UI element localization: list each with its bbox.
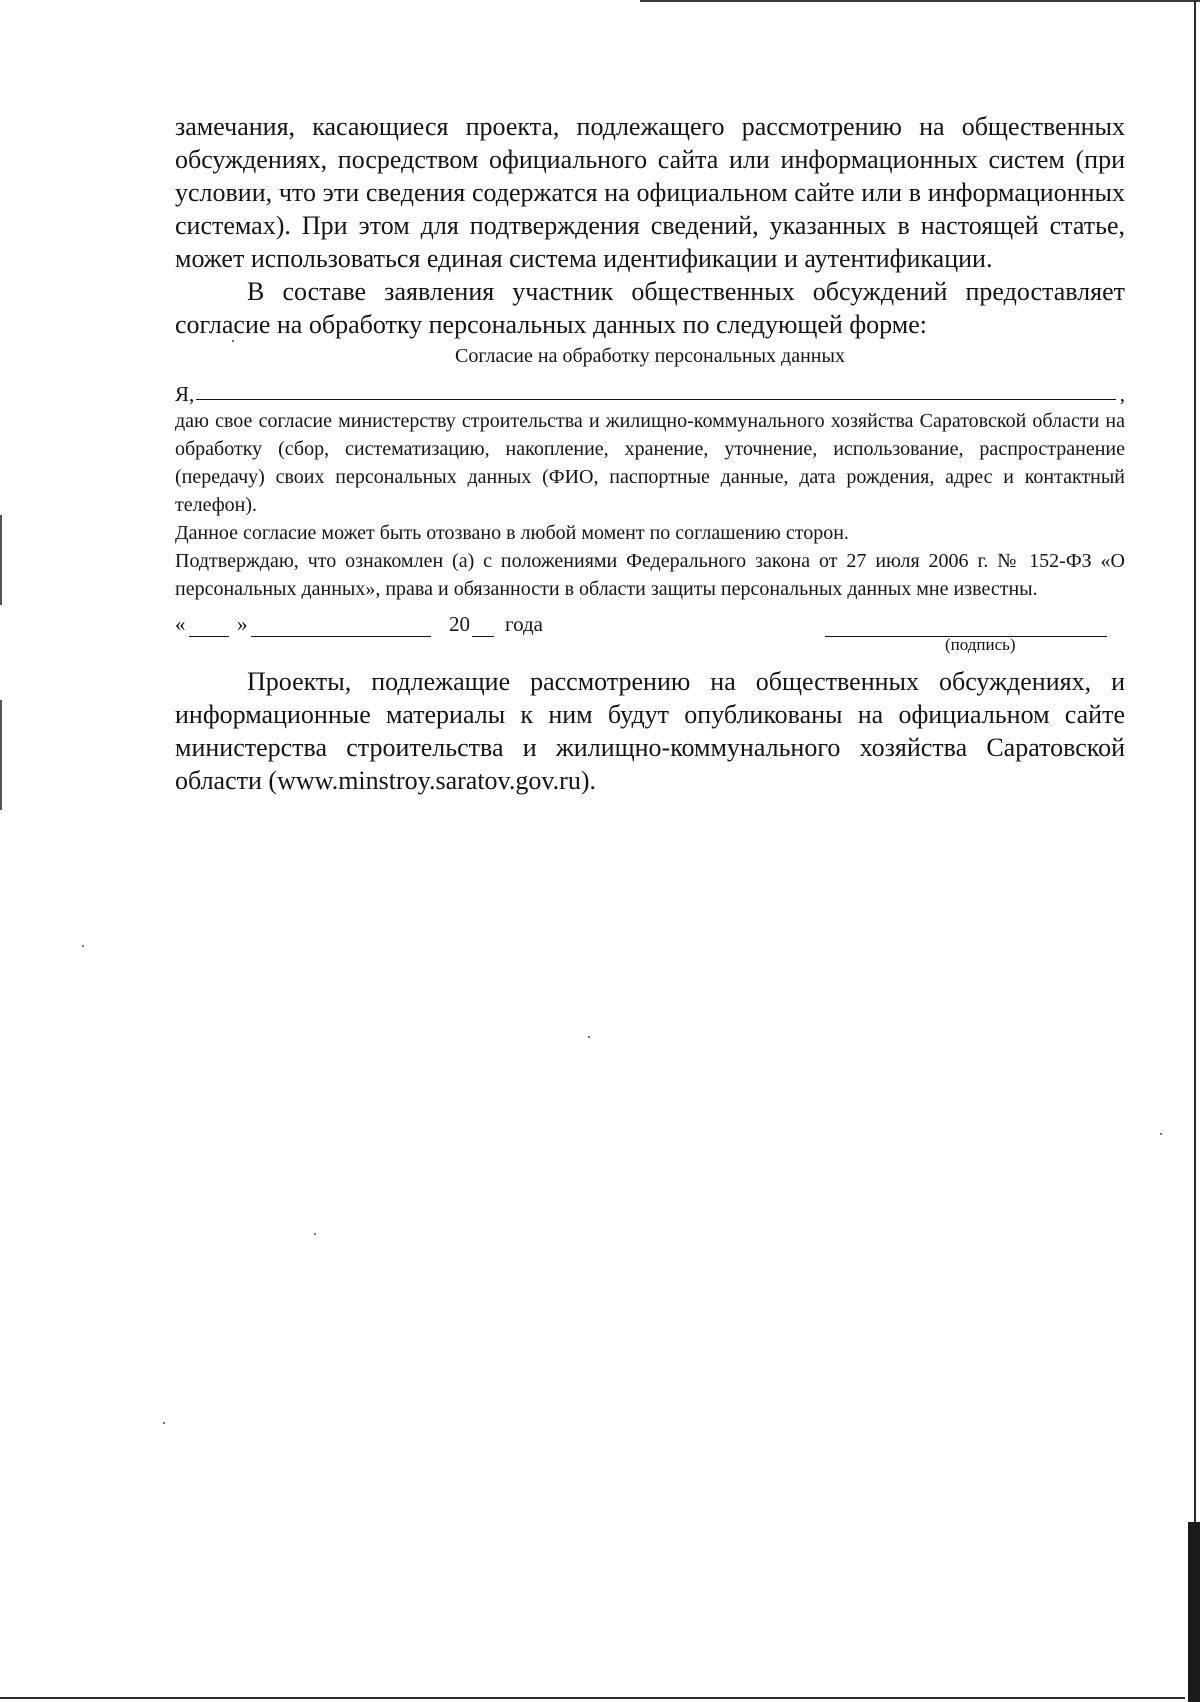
- month-blank: [251, 635, 431, 637]
- scan-edge-corner: [1188, 1522, 1200, 1702]
- document-page: [175, 110, 1125, 797]
- paragraph-remarks: замечания, касающиеся проекта, подлежащего рассмотрению на общественных обсуждениях, посредством официального сайта или информационных систем (при условии, что эти сведения содержатся на официальном сайте или в информационных системах). При этом для подтверждения сведений, указанных в настоящей статье, может использоваться единая система идентификации и аутентификации.: [175, 112, 1125, 273]
- scan-speck: [314, 1233, 316, 1235]
- consent-text: даю свое согласие министерству строительства и жилищно-коммунального хозяйства Саратовской области на обработку (сбор, систематизацию, накопление, хранение, уточнение, использование, распространение (передачу) своих персональных данных (ФИО, паспортные данные, дата рождения, адрес и контактный телефон).: [175, 410, 1125, 516]
- name-field-row: [175, 373, 1125, 407]
- scan-edge-top: [640, 0, 1200, 2]
- paragraph-consent-intro: В составе заявления участник общественных обсуждений предоставляет согласие на обработку персональных данных по следующей форме:: [175, 277, 1125, 339]
- year-prefix: 20: [449, 612, 470, 636]
- name-field-label: Я,: [175, 382, 195, 406]
- confirm-text: Подтверждаю, что ознакомлен (а) с положениями Федерального закона от 27 июля 2006 г. № 152-ФЗ «О персональных данных», права и обязанности в области защиты персональных данных мне известны.: [175, 550, 1125, 600]
- scan-mark: [0, 515, 2, 605]
- consent-form: [175, 343, 1125, 663]
- day-blank: [189, 635, 229, 637]
- scan-speck: [163, 1422, 165, 1424]
- date-open-quote: «: [175, 612, 186, 636]
- year-blank: [472, 635, 494, 637]
- scan-mark: [0, 700, 2, 810]
- scan-speck: [588, 1036, 590, 1038]
- paragraph-publication: Проекты, подлежащие рассмотрению на общественных обсуждениях, и информационные материалы к ним будут опубликованы на официальном сайте министерства строительства и жилищно-коммунального хозяйства Саратовской области (www.minstroy.saratov.gov.ru).: [175, 667, 1125, 795]
- date-close-quote: »: [237, 612, 248, 636]
- consent-form-title: Согласие на обработку персональных данных: [455, 345, 845, 367]
- scan-edge-bottom: [0, 1697, 1185, 1699]
- signature-caption: (подпись): [945, 635, 1016, 654]
- scan-edge-right: [1194, 0, 1196, 1702]
- name-field-blank: [196, 398, 1115, 400]
- scan-speck: [1160, 1133, 1162, 1135]
- name-field-comma: ,: [1119, 382, 1125, 406]
- scan-speck: [82, 945, 84, 947]
- signature-caption-row: [175, 635, 1125, 663]
- revoke-text: Данное согласие может быть отозвано в любой момент по соглашению сторон.: [175, 522, 849, 544]
- year-suffix: года: [505, 612, 543, 636]
